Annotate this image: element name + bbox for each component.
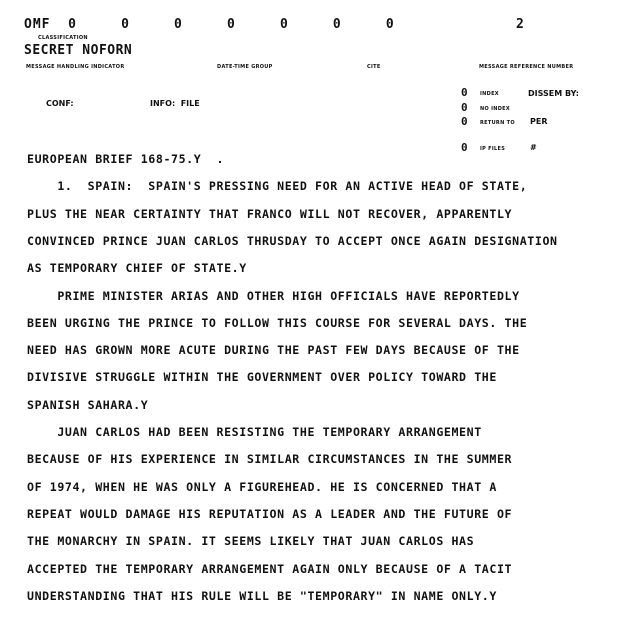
body-line: REPEAT WOULD DAMAGE HIS REPUTATION AS A LEADER AND THE FUTURE OF (27, 506, 513, 521)
no-index-label: NO INDEX (480, 106, 511, 112)
body-line: NEED HAS GROWN MORE ACUTE DURING THE PAST FEW DAYS BECAUSE OF THE (27, 343, 520, 358)
classification-label: CLASSIFICATION (38, 35, 88, 41)
message-handling-indicator-label: MESSAGE HANDLING INDICATOR (26, 64, 125, 70)
body-line: UNDERSTANDING THAT HIS RULE WILL BE "TEMPORARY" IN NAME ONLY.Y (27, 588, 497, 603)
hash-mark: # (530, 143, 537, 152)
body-line: 1. SPAIN: SPAIN'S PRESSING NEED FOR AN ACTIVE HEAD OF STATE, (27, 179, 528, 194)
body-line: SPANISH SAHARA.Y (27, 397, 149, 412)
classification-value: SECRET NOFORN (24, 43, 133, 58)
body-line: BECAUSE OF HIS EXPERIENCE IN SIMILAR CIRCUMSTANCES IN THE SUMMER (27, 452, 513, 467)
dissem-by-label: DISSEM BY: (528, 89, 579, 98)
body-line: ACCEPTED THE TEMPORARY ARRANGEMENT AGAIN ONLY BECAUSE OF A TACIT (27, 561, 513, 576)
body-line: OF 1974, WHEN HE WAS ONLY A FIGUREHEAD. HE IS CONCERNED THAT A (27, 479, 497, 494)
ip-files-label: IP FILES (480, 146, 506, 152)
per-label: PER (530, 117, 548, 126)
header-omf-row: OMF 0 0 0 0 0 0 0 (24, 17, 395, 32)
return-to-label: RETURN TO (480, 120, 515, 126)
page-number: 2 (516, 17, 524, 32)
return-to-mark: 0 (461, 115, 468, 128)
no-index-mark: 0 (461, 101, 468, 114)
message-reference-number-label: MESSAGE REFERENCE NUMBER (479, 64, 574, 70)
info-label: INFO: FILE (150, 99, 200, 108)
body-line: PLUS THE NEAR CERTAINTY THAT FRANCO WILL NOT RECOVER, APPARENTLY (27, 206, 513, 221)
body-line: PRIME MINISTER ARIAS AND OTHER HIGH OFFICIALS HAVE REPORTEDLY (27, 288, 520, 303)
body-line: DIVISIVE STRUGGLE WITHIN THE GOVERNMENT OVER POLICY TOWARD THE (27, 370, 497, 385)
body-line: THE MONARCHY IN SPAIN. IT SEEMS LIKELY THAT JUAN CARLOS HAS (27, 534, 475, 549)
body-line: EUROPEAN BRIEF 168-75.Y . (27, 152, 225, 166)
index-label: INDEX (480, 91, 499, 97)
index-mark: 0 (461, 86, 468, 99)
date-time-group-label: DATE-TIME GROUP (217, 64, 273, 70)
ip-files-mark: 0 (461, 141, 468, 154)
body-line: CONVINCED PRINCE JUAN CARLOS THRUSDAY TO ACCEPT ONCE AGAIN DESIGNATION (27, 233, 558, 248)
body-line: BEEN URGING THE PRINCE TO FOLLOW THIS COURSE FOR SEVERAL DAYS. THE (27, 315, 528, 330)
body-line: AS TEMPORARY CHIEF OF STATE.Y (27, 261, 247, 276)
conf-label: CONF: (46, 99, 74, 108)
body-line: JUAN CARLOS HAD BEEN RESISTING THE TEMPORARY ARRANGEMENT (27, 425, 482, 439)
cite-label: CITE (367, 64, 381, 70)
